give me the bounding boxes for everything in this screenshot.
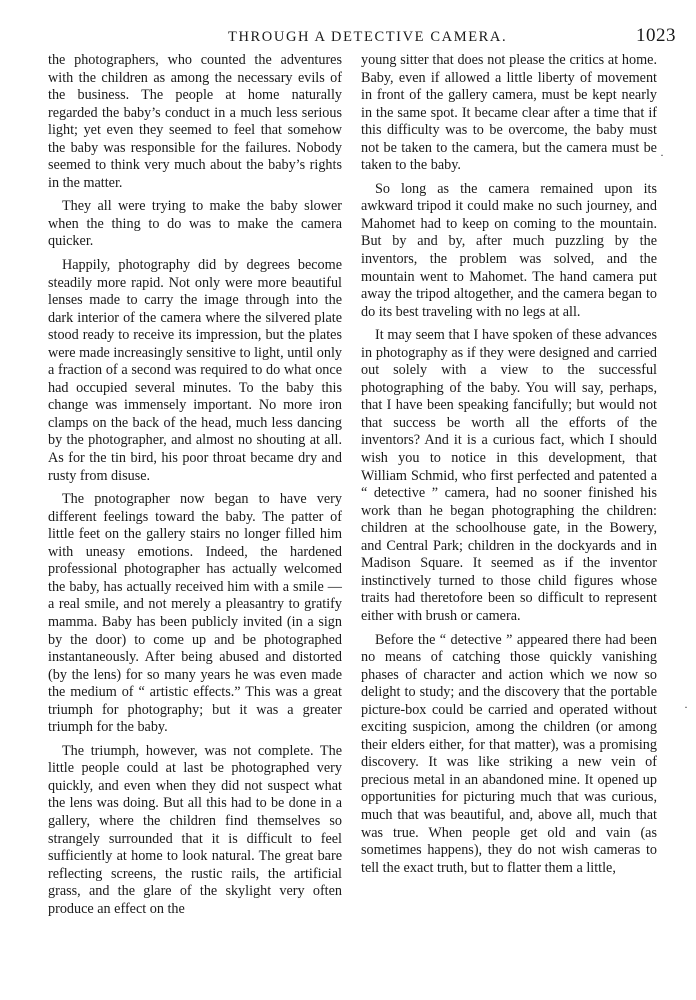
left-column xyxy=(48,52,342,924)
left-paragraph-5: The triumph, however, was not complete. The little people could at last be photographed very quickly, and even when they did not suspect what the lens was doing. But all this had to be done in a gallery, where the children find themselves so strangely surrounded that it is difficult to feel sufficiently at home to look natural. The great bare reflecting screens, the rustic rails, the artificial grass, and the glare of the skylight very often produce an effect on the xyxy=(48,742,342,917)
right-paragraph-3: It may seem that I have spoken of these advances in photography as if they were designed and carried out solely with a view to the successful photographing of the baby. You will say, perhaps, that I have been speaking fancifully; but would not that success be worth all the efforts of the inventors? And it is a curious fact, which I should wish you to notice in this development, that William Schmid, who first perfected and patented a “ detective ” camera, had no sooner finished his work than he began photographing the children: children at the schoolhouse gate, in the Bowery, and Central Park; children in the dockyards and in Madison Square. It seemed as if the inventor instinctively turned to those child figures whose traits had theretofore been so difficult to represent either with brush or camera. xyxy=(361,327,657,624)
left-paragraph-1: the photographers, who counted the adventures with the children as among the necessary evils of the business. The people at home naturally regarded the baby’s conduct in a much less serious light; yet even they seemed to feel that somehow the baby was responsible for the failures. Nobody seemed to think very much about the baby’s rights in the matter. xyxy=(48,52,342,191)
page-number: 1023 xyxy=(636,25,676,46)
right-paragraph-2: So long as the camera remained upon its awkward tripod it could make no such journey, and Mahomet had to keep on coming to the mountain. But by and by, after much puzzling by the inventors, the problem was solved, and the mountain went to Mahomet. The hand camera put away the tripod altogether, and the camera began to do its best traveling with no legs at all. xyxy=(361,180,657,320)
left-paragraph-4: The pnotographer now began to have very different feelings toward the baby. The patter of little feet on the gallery stairs no longer filled him with uneasy emotions. Indeed, the hardened professional photographer has actually welcomed the baby, has actually received him with a smile — a real smile, and not merely a pleasantry to gratify mamma. Baby has been publicly invited (in a sign by the door) to come up and be photographed instantaneously. After being abused and distorted (by the lens) for so many years he was even made the medium of “ artistic effects.” This was a great triumph for photography; but it was a greater triumph for the baby. xyxy=(48,491,342,736)
print-speck-mark: · xyxy=(684,700,688,714)
left-paragraph-2: They all were trying to make the baby slower when the thing to do was to make the camera quicker. xyxy=(48,198,342,250)
right-column xyxy=(361,52,657,883)
page-header xyxy=(48,25,688,49)
left-paragraph-3: Happily, photography did by degrees become steadily more rapid. Not only were more beautiful lenses made to carry the image through into the dark interior of the camera where the silvered plate stood ready to receive its impression, but the plates were made increasingly sensitive to light, until only a fraction of a second was required to do what once had occupied several minutes. To the baby this change was immensely important. No more iron clamps on the back of the head, much less dancing by the photographer, and almost no shouting at all. As for the tin bird, his poor throat became dry and rusty from disuse. xyxy=(48,257,342,484)
right-paragraph-1: young sitter that does not please the critics at home. Baby, even if allowed a little liberty of movement in front of the gallery camera, must be kept nearly in the same spot. It became clear after a time that if this difficulty was to be overcome, the baby must not be taken to the camera, but the camera must be taken to the baby. xyxy=(361,52,657,174)
running-title: THROUGH A DETECTIVE CAMERA. xyxy=(228,29,508,45)
right-paragraph-4: Before the “ detective ” appeared there had been no means of catching those quickly vanishing phases of character and action which we now so delight to study; and the discovery that the portable picture-box could be carried and operated without exciting suspicion, among the children (or among their elders either, for that matter), was a promising discovery. It was like striking a new vein of precious metal in an abandoned mine. It opened up opportunities for picturing much that was curious, much that was beautiful, and, above all, much that was true. When people get old and vain (as sometimes happens), they do not wish cameras to tell the exact truth, but to flatter them a little, xyxy=(361,631,657,876)
print-speck-mark: · xyxy=(660,148,664,162)
